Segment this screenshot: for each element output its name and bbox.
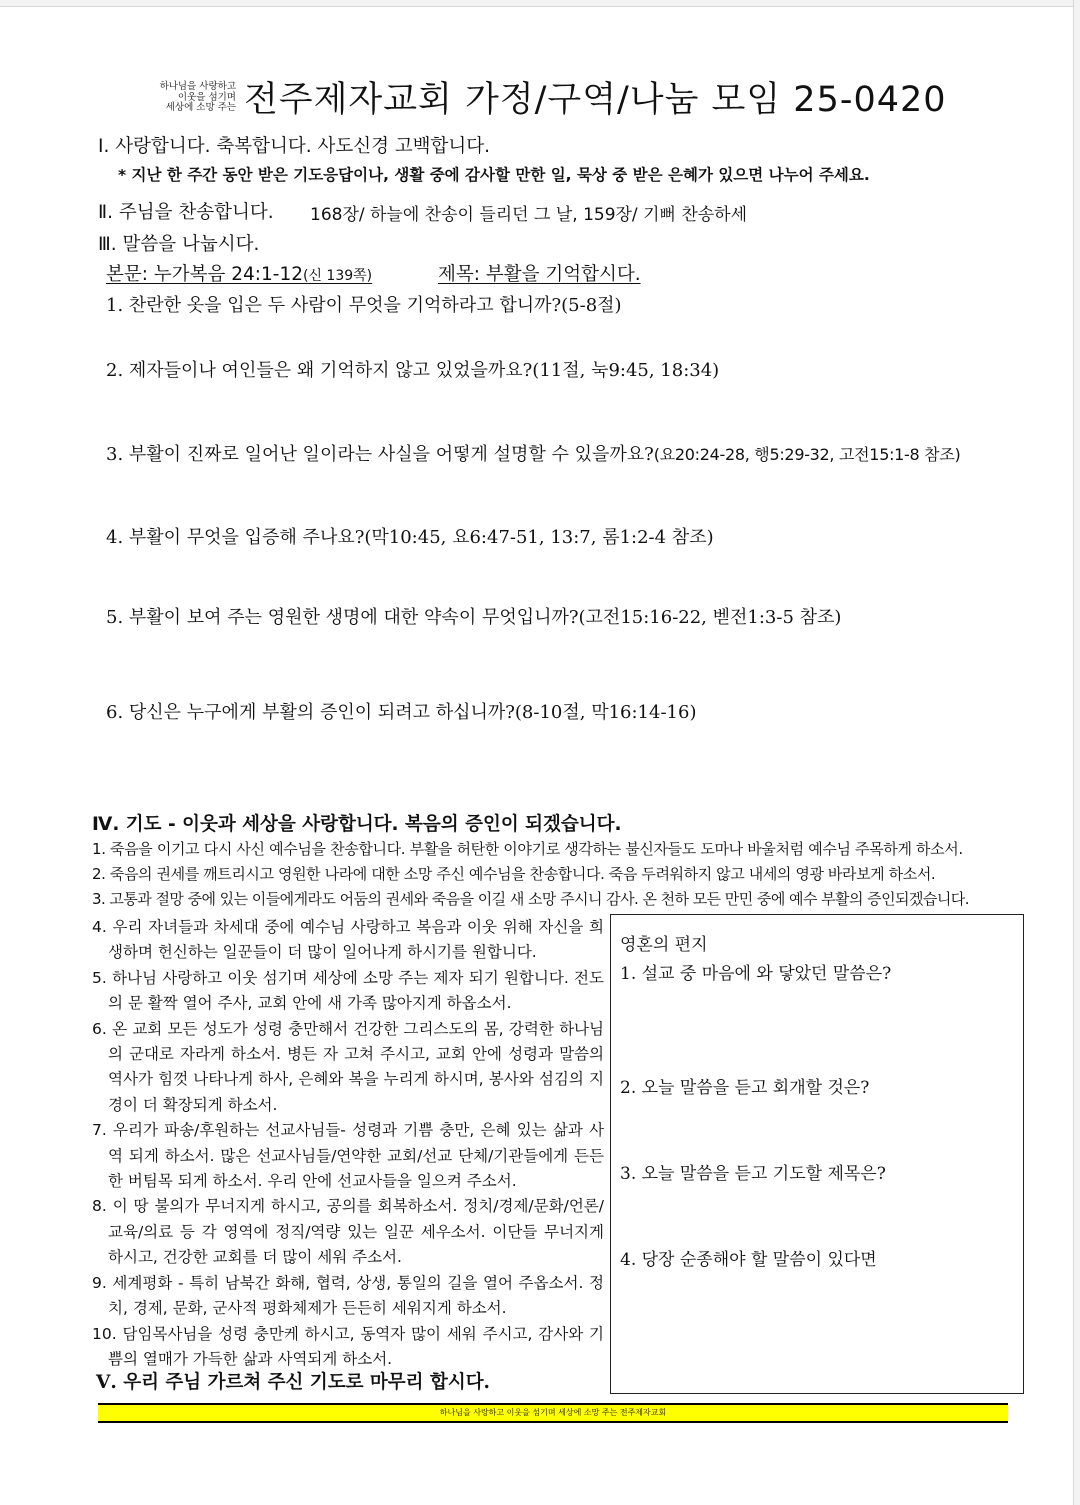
section-2-heading: Ⅱ. 주님을 찬송합니다. [98, 202, 274, 223]
church-motto [146, 82, 236, 114]
soul-letter-item-1: 1. 설교 중 마음에 와 닿았던 말씀은? [620, 964, 892, 984]
scripture-text [106, 260, 372, 286]
soul-letter-item-2: 2. 오늘 말씀을 듣고 회개할 것은? [620, 1078, 870, 1098]
page-title: 전주제자교회 가정/구역/나눔 모임 25-0420 [244, 80, 947, 120]
question-6: 6. 당신은 누구에게 부활의 증인이 되려고 하십니까?(8-10절, 막16:14-16) [106, 702, 697, 723]
question-2: 2. 제자들이나 여인들은 왜 기억하지 않고 있었을까요?(11절, 눅9:45, 18:34) [106, 360, 720, 381]
section-3-heading: Ⅲ. 말씀을 나눕시다. [98, 234, 260, 255]
question-3-refs: (요20:24-28, 행5:29-32, 고전15:1-8 참조) [653, 445, 961, 464]
prayer-item-8: 8. 이 땅 불의가 무너지게 하시고, 공의를 회복하소서. 정치/경제/문화/언론/교육/의료 등 각 영역에 정직/역량 있는 일꾼 세우소서. 이단들 무너지게 하시고, 건강한 교회를 더 많이 세워 주소서. [92, 1197, 604, 1267]
soul-letter-item-4: 4. 당장 순종해야 할 말씀이 있다면 [620, 1250, 877, 1270]
prayer-list [92, 915, 604, 1372]
motto-line: 이웃을 섬기며 [177, 91, 236, 103]
soul-letter-box [610, 914, 1024, 1394]
motto-line: 하나님을 사랑하고 [159, 81, 236, 92]
prayer-item-5: 5. 하나님 사랑하고 이웃 섬기며 세상에 소망 주는 제자 되기 원합니다. 전도의 문 활짝 열어 주사, 교회 안에 새 가족 많아지게 하옵소서. [92, 968, 604, 1013]
hymn-list: 168장/ 하늘에 찬송이 들리던 그 날, 159장/ 기뻐 찬송하세 [310, 205, 748, 225]
prayer-item-4: 4. 우리 자녀들과 차세대 중에 예수님 사랑하고 복음과 이웃 위해 자신을 희생하며 헌신하는 일꾼들이 더 많이 일어나게 하시기를 원합니다. [92, 918, 604, 962]
motto-line: 세상에 소망 주는 [165, 102, 236, 113]
prayer-item-1: 1. 죽음을 이기고 다시 사신 예수님을 찬송합니다. 부활을 허탄한 이야기로 생각하는 불신자들도 도마나 바울처럼 예수님 주목하게 하소서. [92, 840, 963, 858]
question-1: 1. 찬란한 옷을 입은 두 사람이 무엇을 기억하라고 합니까?(5-8절) [106, 295, 622, 316]
question-3-text: 3. 부활이 진짜로 일어난 일이라는 사실을 어떻게 설명할 수 있을까요? [106, 444, 654, 465]
prayer-item-3: 3. 고통과 절망 중에 있는 이들에게라도 어둠의 권세와 죽음을 이길 새 소망 주시니 감사. 온 천하 모든 만민 중에 예수 부활의 증인되겠습니다. [92, 890, 969, 908]
scripture-page: (신 139쪽) [302, 268, 373, 284]
prayer-item-6: 6. 온 교회 모든 성도가 성령 충만해서 건강한 그리스도의 몸, 강력한 하나님의 군대로 자라게 하소서. 병든 자 고쳐 주시고, 교회 안에 성령과 말씀의 역사가 힘껏 나타나게 하사, 은혜와 복을 누리게 하시며, 봉사와 섬김의 지경이 더 확장되게 하소서. [92, 1019, 605, 1114]
footer-bar [98, 1403, 1008, 1423]
question-4: 4. 부활이 무엇을 입증해 주나요?(막10:45, 요6:47-51, 13:7, 롬1:2-4 참조) [106, 527, 714, 548]
section-1-note: * 지난 한 주간 동안 받은 기도응답이나, 생활 중에 감사할 만한 일, 묵상 중 받은 은혜가 있으면 나누어 주세요. [118, 166, 870, 184]
prayer-item-10: 10. 담임목사님을 성령 충만케 하시고, 동역자 많이 세워 주시고, 감사와 기쁨의 열매가 가득한 삶과 사역되게 하소서. [92, 1324, 604, 1368]
question-5: 5. 부활이 보여 주는 영원한 생명에 대한 약속이 무엇입니까?(고전15:16-22, 벧전1:3-5 참조) [106, 607, 842, 628]
prayer-item-7: 7. 우리가 파송/후원하는 선교사님들- 성령과 기쁨 충만, 은혜 있는 삶과 사역 되게 하소서. 많은 선교사님들/연약한 교회/선교 단체/기관들에게 든든한 버팀목 되게 하소서. 우리 안에 선교사들을 일으켜 주소서. [92, 1121, 604, 1191]
page-top-edge [0, 0, 1080, 7]
sermon-title: 제목: 부활을 기억합시다. [438, 264, 641, 285]
prayer-item-2: 2. 죽음의 권세를 깨트리시고 영원한 나라에 대한 소망 주신 예수님을 찬송합니다. 죽음 두려워하지 않고 내세의 영광 바라보게 하소서. [92, 865, 936, 883]
scripture-reference: 본문: 누가복음 24:1-12 [106, 264, 303, 285]
prayer-item-9: 9. 세계평화 - 특히 남북간 화해, 협력, 상생, 통일의 길을 열어 주옵소서. 정치, 경제, 문화, 군사적 평화체제가 든든히 세워지게 하소서. [92, 1273, 604, 1318]
section-4-heading: Ⅳ. 기도 - 이웃과 세상을 사랑합니다. 복음의 증인이 되겠습니다. [92, 814, 622, 835]
question-3 [106, 440, 960, 466]
section-5-heading: Ⅴ. 우리 주님 가르쳐 주신 기도로 마무리 합시다. [96, 1372, 490, 1393]
page-right-edge [1073, 0, 1080, 1505]
section-1-heading: Ⅰ. 사랑합니다. 축복합니다. 사도신경 고백합니다. [98, 136, 491, 157]
soul-letter-title: 영혼의 편지 [620, 935, 708, 955]
soul-letter-item-3: 3. 오늘 말씀을 듣고 기도할 제목은? [620, 1164, 886, 1184]
footer-text: 하나님을 사랑하고 이웃을 섬기며 세상에 소망 주는 전주제자교회 [439, 1408, 667, 1417]
